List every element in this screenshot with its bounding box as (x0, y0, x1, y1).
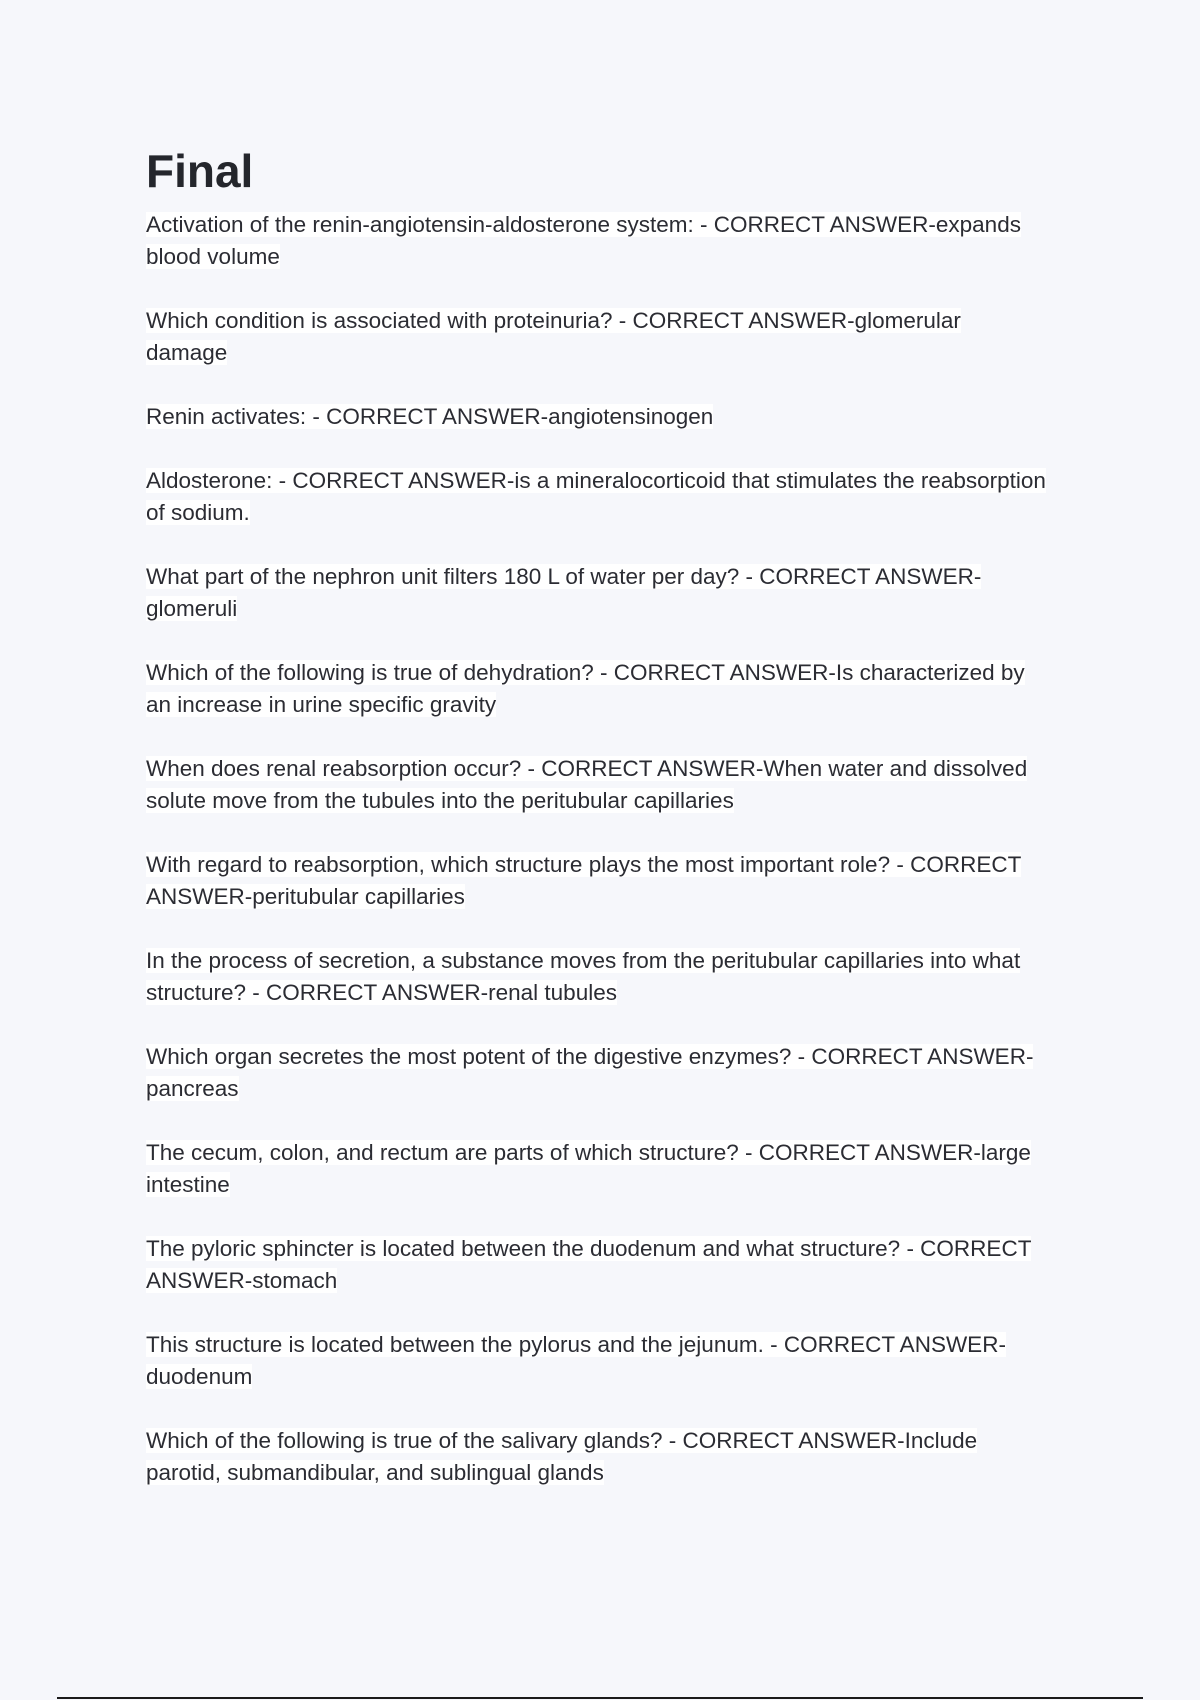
qa-text: Aldosterone: - CORRECT ANSWER-is a mineralocorticoid that stimulates the reabsorption of sodium. (146, 468, 1046, 525)
qa-text: This structure is located between the pylorus and the jejunum. - CORRECT ANSWER-duodenum (146, 1332, 1006, 1389)
qa-text: Which condition is associated with proteinuria? - CORRECT ANSWER-glomerular damage (146, 308, 961, 365)
qa-text: Which of the following is true of the salivary glands? - CORRECT ANSWER-Include parotid, submandibular, and sublingual glands (146, 1428, 978, 1485)
qa-item (146, 209, 1046, 273)
qa-text: Renin activates: - CORRECT ANSWER-angiotensinogen (146, 404, 714, 429)
qa-text: What part of the nephron unit filters 180 L of water per day? - CORRECT ANSWER-glomeruli (146, 564, 982, 621)
document-title: Final (146, 145, 254, 197)
qa-text: Which of the following is true of dehydration? - CORRECT ANSWER-Is characterized by an increase in urine specific gravity (146, 660, 1025, 717)
page-bottom-divider (57, 1697, 1143, 1699)
qa-item (146, 849, 1046, 913)
qa-text: Activation of the renin-angiotensin-aldosterone system: - CORRECT ANSWER-expands blood volume (146, 212, 1021, 269)
qa-text: Which organ secretes the most potent of the digestive enzymes? - CORRECT ANSWER-pancreas (146, 1044, 1034, 1101)
qa-item (146, 465, 1046, 529)
qa-text: When does renal reabsorption occur? - CORRECT ANSWER-When water and dissolved solute move from the tubules into the peritubular capillaries (146, 756, 1028, 813)
qa-item (146, 561, 1046, 625)
qa-item (146, 1425, 1046, 1489)
qa-text: In the process of secretion, a substance moves from the peritubular capillaries into what structure? - CORRECT ANSWER-renal tubules (146, 948, 1021, 1005)
qa-item (146, 945, 1046, 1009)
qa-item (146, 1041, 1046, 1105)
qa-text: The cecum, colon, and rectum are parts of which structure? - CORRECT ANSWER-large intestine (146, 1140, 1031, 1197)
qa-item (146, 1137, 1046, 1201)
qa-item (146, 1329, 1046, 1393)
qa-text: With regard to reabsorption, which structure plays the most important role? - CORRECT ANSWER-peritubular capillaries (146, 852, 1022, 909)
qa-list (146, 209, 1046, 1521)
qa-item (146, 657, 1046, 721)
qa-item (146, 305, 1046, 369)
qa-item (146, 1233, 1046, 1297)
qa-text: The pyloric sphincter is located between the duodenum and what structure? - CORRECT ANSWER-stomach (146, 1236, 1032, 1293)
qa-item (146, 753, 1046, 817)
qa-item (146, 401, 1046, 433)
